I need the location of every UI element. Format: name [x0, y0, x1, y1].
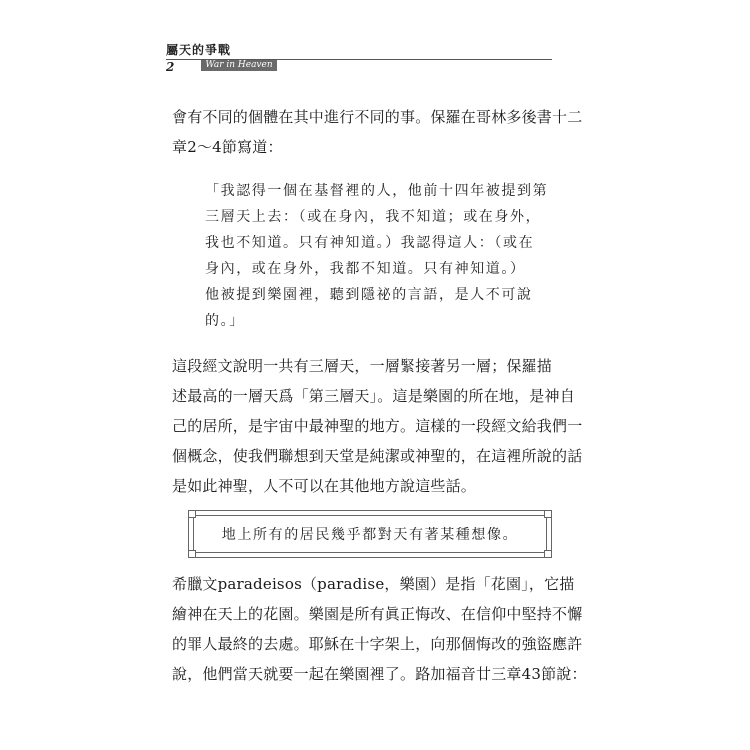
quote-line: 「我認得一個在基督裡的人，他前十四年被提到第	[205, 183, 549, 199]
quote-line: 我也不知道。只有神知道。）我認得這人：（或在	[205, 235, 535, 251]
text-line: 己的居所，是宇宙中最神聖的地方。這樣的一段經文給我們一	[172, 417, 583, 435]
text-line: 繪神在天上的花園。樂園是所有眞正悔改、在信仰中堅持不懈	[172, 605, 583, 623]
quote-line: 三層天上去：（或在身內，我不知道；或在身外，	[205, 209, 542, 225]
text-line: 章2～4節寫道：	[172, 138, 283, 156]
scripture-quotation	[205, 178, 550, 334]
quote-line: 他被提到樂園裡，聽到隱祕的言語，是人不可說	[205, 287, 533, 303]
running-header-title: 屬天的爭戰	[166, 43, 232, 57]
paragraph-2	[172, 351, 583, 501]
pull-quote-box	[188, 510, 552, 558]
quote-line: 身內，或在身外，我都不知道。只有神知道。）	[205, 261, 526, 277]
text-line: 個概念，使我們聯想到天堂是純潔或神聖的，在這裡所說的話	[172, 447, 583, 465]
paragraph-3	[172, 569, 587, 689]
text-line: 的罪人最終的去處。耶穌在十字架上，向那個悔改的強盜應許	[172, 635, 583, 653]
quote-line: 的。」	[205, 313, 245, 329]
text-line: 說，他們當天就要一起在樂園裡了。路加福音廿三章43節說：	[172, 665, 587, 683]
text-line: 會有不同的個體在其中進行不同的事。保羅在哥林多後書十二	[172, 108, 583, 126]
text-line: 述最高的一層天爲「第三層天」。這是樂園的所在地，是神自	[172, 387, 575, 405]
text-line: 是如此神聖，人不可以在其他地方說這些話。	[172, 477, 477, 495]
text-line: 希臘文paradeisos（paradise，樂園）是指「花園」，它描	[172, 575, 575, 593]
text-line: 這段經文說明一共有三層天，一層緊接著另一層；保羅描	[172, 357, 553, 375]
pull-quote-text: 地上所有的居民幾乎都對天有著某種想像。	[221, 527, 519, 543]
paragraph-1	[172, 102, 583, 162]
page-number: 2	[166, 60, 175, 74]
header-english-title-band: War in Heaven	[201, 60, 277, 71]
